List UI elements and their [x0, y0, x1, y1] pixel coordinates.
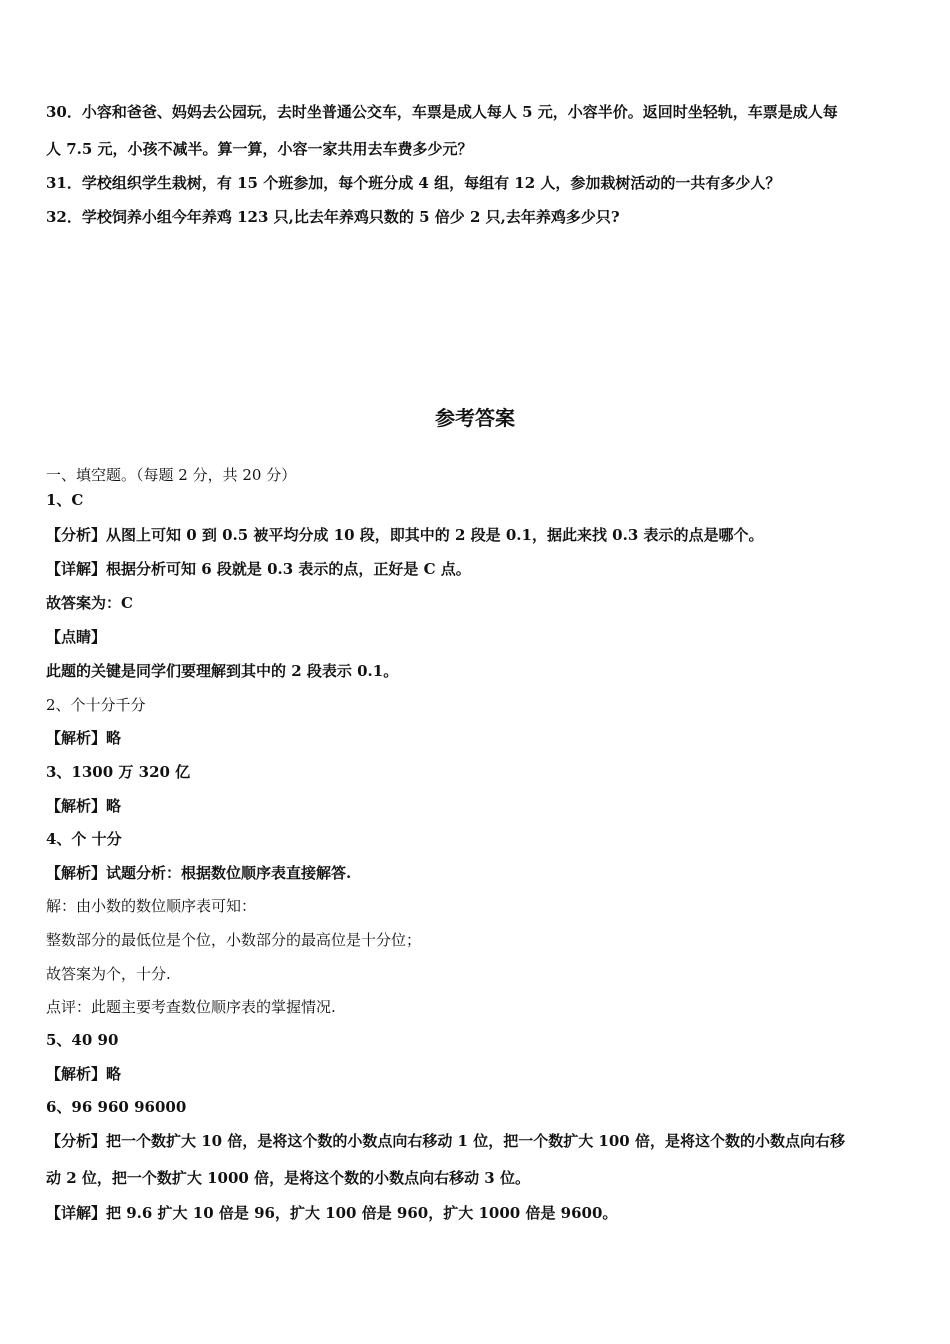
- answer-1-note-label: 【点睛】: [46, 628, 107, 646]
- answer-6-analysis-line-1: 【分析】把一个数扩大 10 倍，是将这个数的小数点向右移动 1 位，把一个数扩大 100 倍，是将这个数的小数点向右移: [46, 1132, 845, 1150]
- answer-1-note: 此题的关键是同学们要理解到其中的 2 段表示 0.1。: [46, 662, 399, 680]
- answer-4-line-1: 解：由小数的数位顺序表可知：: [46, 897, 257, 915]
- question-32: 32．学校饲养小组今年养鸡 123 只,比去年养鸡只数的 5 倍少 2 只,去年养鸡多少只?: [46, 208, 620, 226]
- answers-title: 参考答案: [435, 406, 515, 430]
- answer-4-analysis: 【解析】试题分析：根据数位顺序表直接解答.: [46, 864, 352, 882]
- answer-6-analysis-line-2: 动 2 位，把一个数扩大 1000 倍，是将这个数的小数点向右移动 3 位。: [46, 1169, 530, 1187]
- answer-1-detail: 【详解】根据分析可知 6 段就是 0.3 表示的点，正好是 C 点。: [46, 560, 471, 578]
- answer-1-head: 1、C: [46, 491, 84, 509]
- answer-5-analysis: 【解析】略: [46, 1065, 122, 1083]
- answer-4-line-3: 故答案为个，十分.: [46, 965, 171, 983]
- question-30-line-1: 30．小容和爸爸、妈妈去公园玩，去时坐普通公交车，车票是成人每人 5 元，小容半价。返回时坐轻轨，车票是成人每: [46, 103, 838, 121]
- answer-2-head: 2、个十分千分: [46, 696, 146, 714]
- answer-1-analysis: 【分析】从图上可知 0 到 0.5 被平均分成 10 段，即其中的 2 段是 0.1，据此来找 0.3 表示的点是哪个。: [46, 526, 764, 544]
- question-31: 31．学校组织学生栽树，有 15 个班参加，每个班分成 4 组，每组有 12 人，参加栽树活动的一共有多少人？: [46, 174, 781, 192]
- answer-1-answer: 故答案为：C: [46, 594, 133, 612]
- answer-3-analysis: 【解析】略: [46, 797, 122, 815]
- answer-4-line-4: 点评：此题主要考查数位顺序表的掌握情况.: [46, 998, 336, 1016]
- answer-6-head: 6、96 960 96000: [46, 1098, 187, 1116]
- answer-5-head: 5、40 90: [46, 1031, 119, 1049]
- answer-4-line-2: 整数部分的最低位是个位，小数部分的最高位是十分位；: [46, 931, 422, 949]
- section-heading: 一、填空题。（每题 2 分，共 20 分）: [46, 466, 297, 484]
- question-30-line-2: 人 7.5 元，小孩不减半。算一算，小容一家共用去车费多少元？: [46, 140, 473, 158]
- answer-3-head: 3、1300 万 320 亿: [46, 763, 191, 781]
- answer-4-head: 4、个 十分: [46, 830, 122, 848]
- answer-6-detail: 【详解】把 9.6 扩大 10 倍是 96，扩大 100 倍是 960，扩大 1000 倍是 9600。: [46, 1204, 618, 1222]
- answer-2-analysis: 【解析】略: [46, 729, 122, 747]
